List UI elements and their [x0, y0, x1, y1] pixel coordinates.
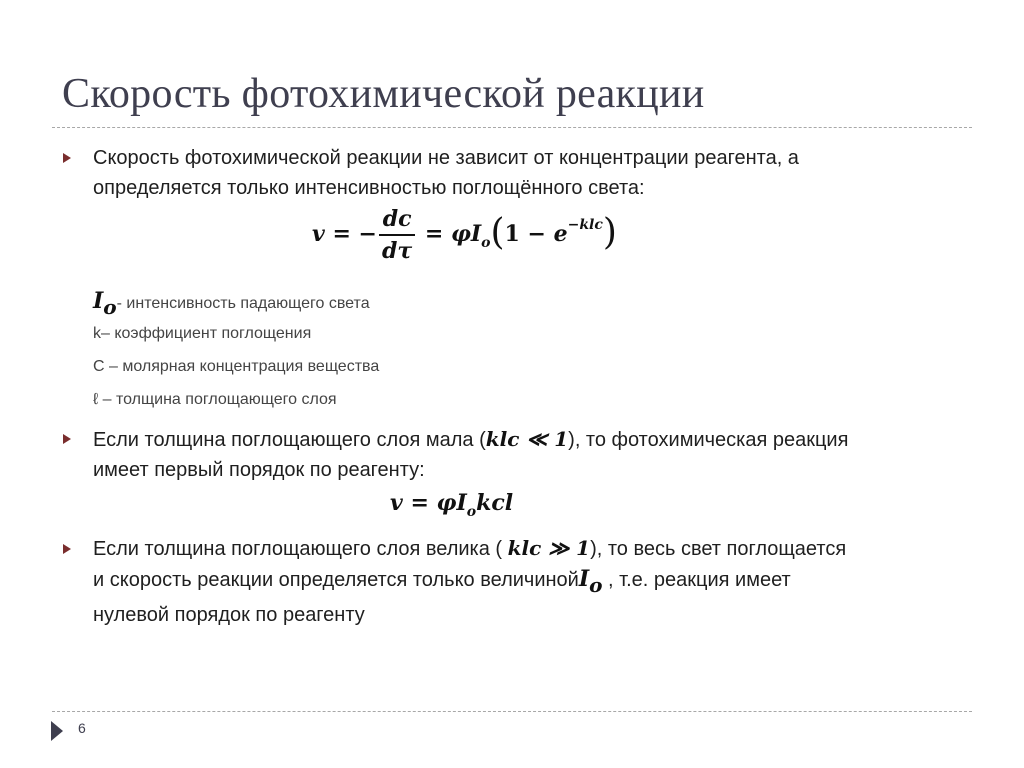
bullet-3-line-3: нулевой порядок по реагенту	[93, 604, 365, 626]
title-divider	[52, 127, 972, 128]
condition-small: klc ≪ 1	[485, 427, 569, 451]
formula-equals: =	[417, 221, 451, 247]
bullet-3-line-1	[93, 533, 973, 564]
legend-item-intensity	[93, 288, 370, 319]
condition-large: klc ≫ 1	[507, 536, 591, 560]
bullet-triangle-icon	[62, 152, 72, 164]
slide-arrow-icon	[50, 720, 64, 742]
formula-numerator: dc	[379, 204, 415, 236]
formula-one: 1	[504, 221, 520, 247]
bullet-2-after: ), то фотохимическая реакция	[568, 429, 849, 451]
page-number: 6	[78, 720, 86, 736]
formula-e: e	[553, 221, 568, 247]
legend-I-symbol: I	[93, 288, 104, 314]
formula-phi: φ	[450, 221, 471, 247]
first-order-subscript: o	[466, 504, 477, 520]
bullet-3-text	[93, 533, 973, 630]
bullet-2-before: Если толщина поглощающего слоя мала (	[93, 429, 486, 451]
formula-exponent: −klc	[567, 217, 603, 233]
legend-intensity-text: - интенсивность падающего света	[116, 295, 370, 312]
formula-I: I	[470, 221, 482, 247]
bullet-3-line2-before: и скорость реакции определяется только величиной	[93, 569, 579, 591]
bullet-3-after: ), то весь свет поглощается	[590, 538, 847, 560]
bullet-1-line-2: определяется только интенсивностью поглощённого света:	[93, 177, 645, 199]
I0-subscript: o	[589, 573, 603, 597]
bullet-1-text	[93, 143, 973, 203]
formula-fraction	[379, 204, 415, 266]
formula-minus: −	[519, 221, 554, 247]
bullet-3-line2-after: , т.е. реакция имеет	[602, 569, 791, 591]
legend-item-l: ℓ – толщина поглощающего слоя	[93, 391, 337, 408]
formula-v: v	[312, 221, 325, 247]
first-order-main: v = φI	[390, 490, 467, 516]
bullet-3-line-2	[93, 564, 973, 600]
first-order-tail: kcl	[476, 490, 514, 516]
formula-close-paren: )	[602, 212, 617, 253]
legend-I-subscript: o	[103, 295, 117, 319]
formula-equals-minus: = −	[324, 221, 377, 247]
legend-item-c: С – молярная концентрация вещества	[93, 358, 380, 375]
bullet-3-before: Если толщина поглощающего слоя велика (	[93, 538, 508, 560]
first-order-formula	[390, 490, 513, 520]
legend-item-k: k– коэффициент поглощения	[93, 325, 312, 342]
formula-open-paren: (	[490, 212, 505, 253]
bullet-2-line-1	[93, 424, 973, 455]
rate-formula	[312, 204, 617, 266]
bullet-2-line-2: имеет первый порядок по реагенту:	[93, 459, 425, 481]
formula-I-subscript: o	[481, 235, 491, 251]
bullet-triangle-icon	[62, 433, 72, 445]
bullet-1-line-1: Скорость фотохимической реакции не зависит от концентрации реагента, а	[93, 147, 799, 169]
footer-divider	[52, 711, 972, 712]
slide-title: Скорость фотохимической реакции	[62, 71, 705, 117]
bullet-2-text	[93, 424, 973, 485]
bullet-triangle-icon	[62, 543, 72, 555]
I0-symbol: I	[578, 566, 590, 592]
formula-denominator: dτ	[381, 238, 413, 264]
